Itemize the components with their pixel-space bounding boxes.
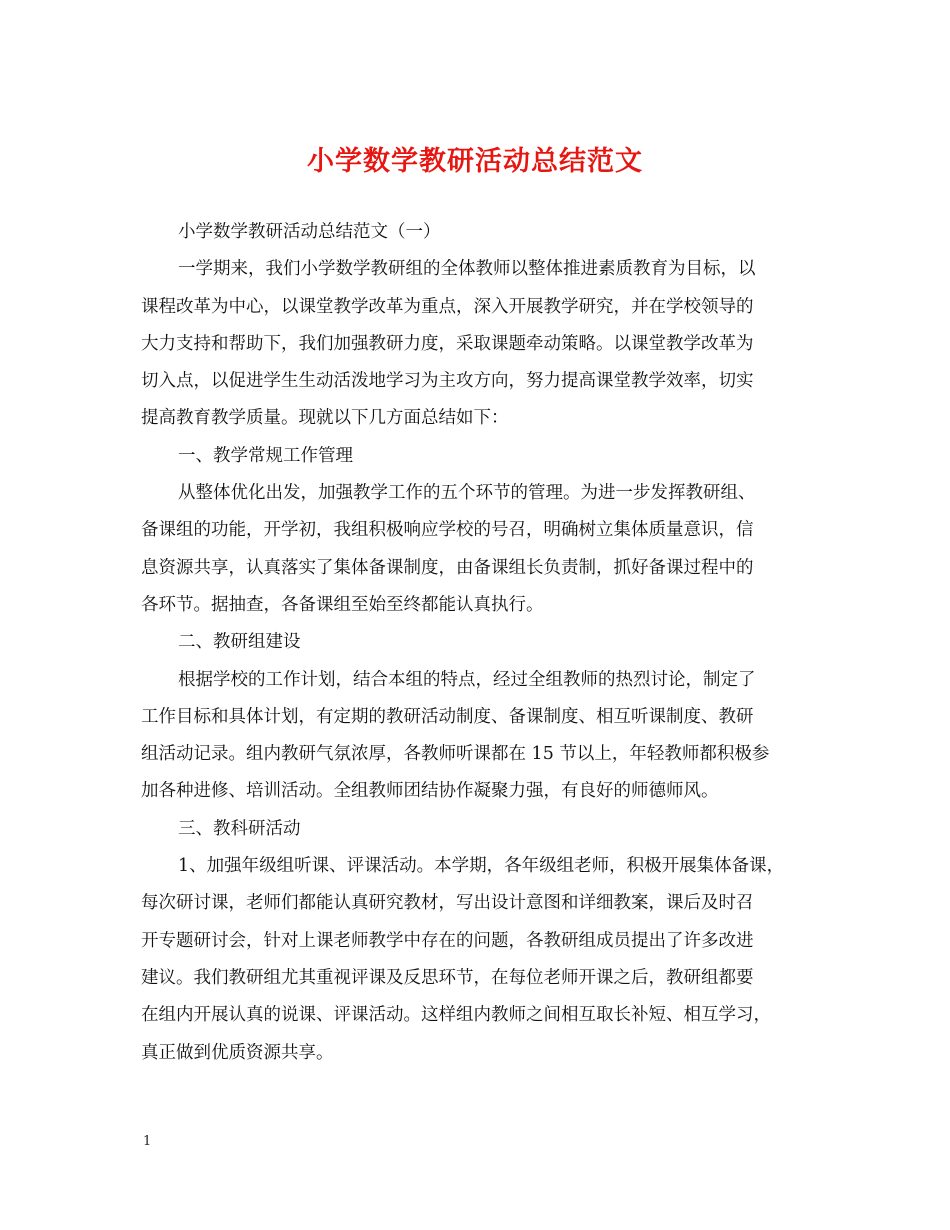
body-line: 根据学校的工作计划，结合本组的特点，经过全组教师的热烈讨论，制定了 (178, 669, 756, 690)
body-line: 息资源共享，认真落实了集体备课制度，由备课组长负责制，抓好备课过程中的 (141, 557, 754, 578)
body-line: 三、教科研活动 (178, 818, 301, 839)
document-title: 小学数学教研活动总结范文 (307, 146, 643, 177)
body-line: 在组内开展认真的说课、评课活动。这样组内教师之间相互取长补短、相互学习， (141, 1005, 771, 1026)
body-line: 从整体优化出发，加强教学工作的五个环节的管理。为进一步发挥教研组、 (178, 483, 756, 504)
body-line: 工作目标和具体计划，有定期的教研活动制度、备课制度、相互听课制度、教研 (141, 706, 754, 727)
body-line: 每次研讨课，老师们都能认真研究教材，写出设计意图和详细教案，课后及时召 (141, 893, 754, 914)
body-line: 一、教学常规工作管理 (178, 445, 353, 466)
body-line: 组活动记录。组内教研气氛浓厚，各教师听课都在 15 节以上，年轻教师都积极参 (141, 744, 770, 765)
body-line: 备课组的功能，开学初，我组积极响应学校的号召，明确树立集体质量意识，信 (141, 520, 754, 541)
body-line: 1、加强年级组听课、评课活动。本学期，各年级组老师，积极开展集体备课， (178, 856, 785, 877)
body-line: 课程改革为中心，以课堂教学改革为重点，深入开展教学研究，并在学校领导的 (141, 296, 754, 317)
page-number: 1 (143, 1134, 152, 1149)
body-line: 切入点，以促进学生生动活泼地学习为主攻方向，努力提高课堂教学效率，切实 (141, 371, 754, 392)
body-line: 加各种进修、培训活动。全组教师团结协作凝聚力强，有良好的师德师风。 (141, 781, 719, 802)
body-line: 二、教研组建设 (178, 632, 301, 653)
body-line: 大力支持和帮助下，我们加强教研力度，采取课题牵动策略。以课堂教学改革为 (141, 333, 754, 354)
body-line: 真正做到优质资源共享。 (141, 1042, 334, 1063)
document-body (141, 214, 813, 1072)
body-line: 开专题研讨会，针对上课老师教学中存在的问题，各教研组成员提出了许多改进 (141, 930, 754, 951)
body-line: 建议。我们教研组尤其重视评课及反思环节，在每位老师开课之后，教研组都要 (141, 967, 754, 988)
body-line: 提高教育教学质量。现就以下几方面总结如下： (141, 408, 509, 429)
body-line: 各环节。据抽查，各备课组至始至终都能认真执行。 (141, 594, 544, 615)
body-line: 一学期来，我们小学数学教研组的全体教师以整体推进素质教育为目标，以 (178, 259, 756, 280)
body-line: 小学数学教研活动总结范文（一） (178, 222, 441, 242)
